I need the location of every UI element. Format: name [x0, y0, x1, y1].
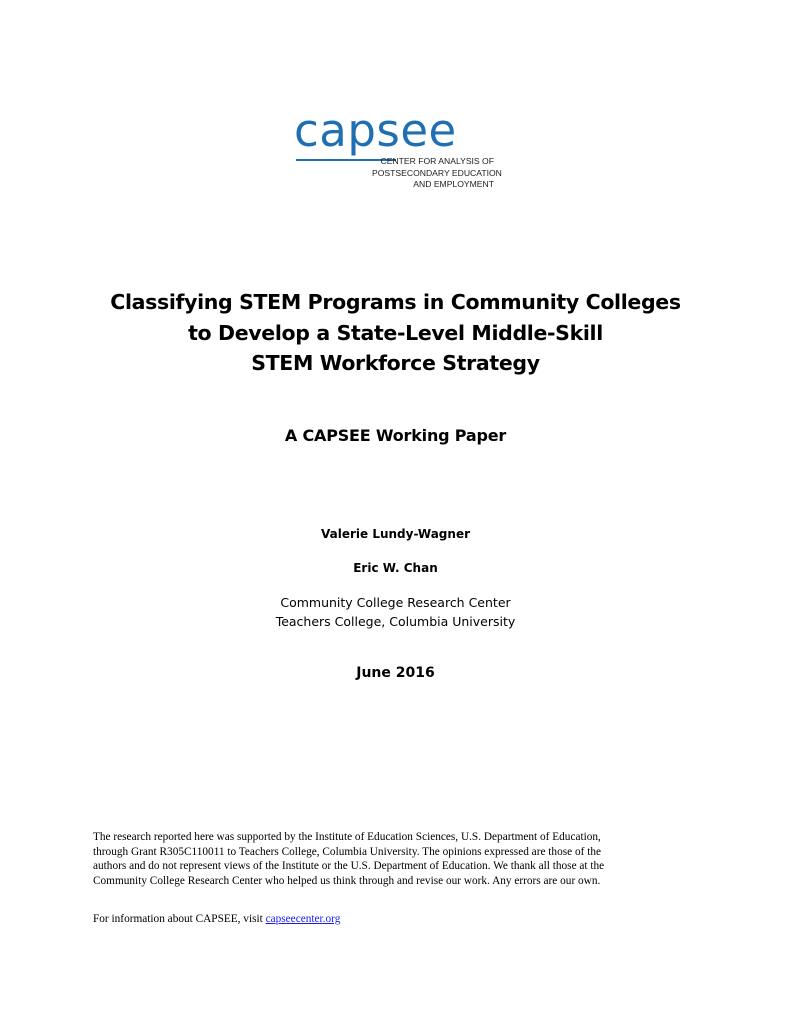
- funding-line: authors and do not represent views of the Institute or the U.S. Department of Education. We thank all those at the: [93, 860, 605, 872]
- logo-subtitle: [372, 156, 502, 191]
- info-note: [93, 912, 340, 927]
- author-name: Valerie Lundy-Wagner: [320, 527, 470, 541]
- affiliation-line: Community College Research Center: [280, 595, 511, 610]
- logo-subtitle-line: POSTSECONDARY EDUCATION: [372, 167, 502, 178]
- title-line: Classifying STEM Programs in Community Colleges: [110, 290, 681, 314]
- paper-subtitle: A CAPSEE Working Paper: [284, 426, 507, 445]
- logo-subtitle-line: CENTER FOR ANALYSIS OF: [380, 156, 494, 166]
- title-line: to Develop a State-Level Middle-Skill: [188, 320, 603, 345]
- capsee-logo: [294, 104, 504, 194]
- funding-line: The research reported here was supported by the Institute of Education Sciences, U.S. Department of Education,: [93, 831, 601, 843]
- funding-line: through Grant R305C110011 to Teachers College, Columbia University. The opinions expressed are those of the: [93, 845, 601, 858]
- publication-date: June 2016: [356, 665, 435, 681]
- logo-wordmark: capsee: [294, 104, 457, 157]
- logo-subtitle-line: AND EMPLOYMENT: [413, 179, 494, 189]
- funding-acknowledgement: [93, 830, 703, 888]
- capsee-website-link[interactable]: capseecenter.org: [265, 913, 341, 925]
- funding-line: Community College Research Center who helped us think through and revise our work. Any errors are our own.: [93, 874, 601, 887]
- author-name: Eric W. Chan: [353, 561, 438, 575]
- author-affiliation: [0, 594, 791, 631]
- info-prefix: For information about CAPSEE, visit: [93, 913, 266, 925]
- title-line: STEM Workforce Strategy: [251, 351, 540, 375]
- affiliation-line: Teachers College, Columbia University: [275, 613, 516, 629]
- paper-title: [0, 287, 791, 379]
